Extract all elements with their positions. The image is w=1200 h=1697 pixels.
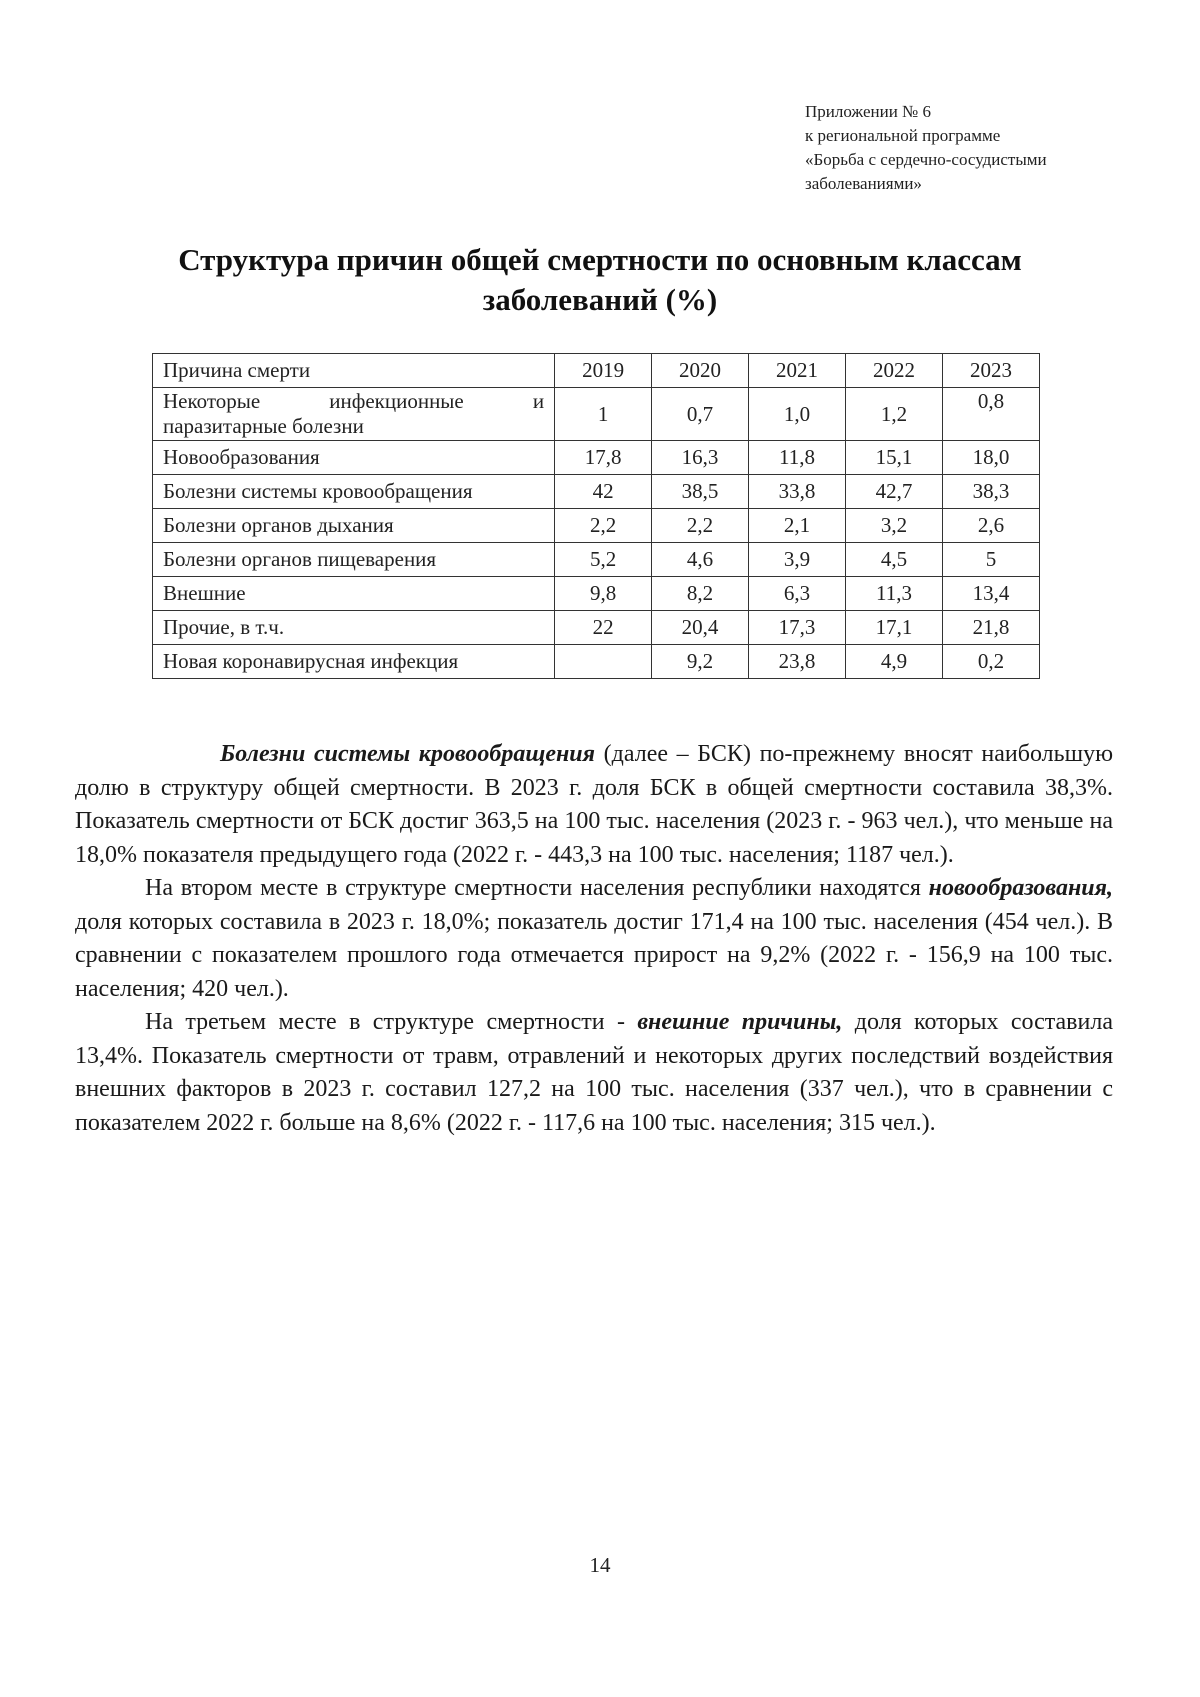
row-value: 42 — [555, 475, 652, 509]
appendix-line: к региональной программе — [805, 126, 1001, 145]
row-value: 3,9 — [749, 543, 846, 577]
row-cause: Внешние — [153, 577, 555, 611]
row-value: 20,4 — [652, 611, 749, 645]
row-value: 38,5 — [652, 475, 749, 509]
row-cause-line-2: паразитарные болезни — [163, 414, 364, 438]
row-value: 2,2 — [652, 509, 749, 543]
row-value: 9,2 — [652, 645, 749, 679]
row-value: 3,2 — [845, 509, 942, 543]
emphasis-neoplasms: новообразования, — [928, 875, 1113, 901]
table-row — [153, 441, 1040, 475]
table-header-row — [153, 354, 1040, 388]
row-cause: Болезни органов пищеварения — [153, 543, 555, 577]
row-value: 6,3 — [749, 577, 846, 611]
row-cause: Новая коронавирусная инфекция — [153, 645, 555, 679]
row-value: 23,8 — [749, 645, 846, 679]
row-value: 0,2 — [942, 645, 1039, 679]
row-cause: Болезни органов дыхания — [153, 509, 555, 543]
row-value: 2,1 — [749, 509, 846, 543]
row-value: 0,8 — [942, 388, 1039, 441]
row-value: 18,0 — [942, 441, 1039, 475]
row-value: 4,9 — [845, 645, 942, 679]
paragraph-text: На третьем месте в структуре смертности - — [145, 1009, 638, 1035]
emphasis-external: внешние причины, — [637, 1009, 843, 1035]
emphasis-circulatory: Болезни системы кровообращения — [220, 741, 596, 767]
row-value: 1,0 — [749, 388, 846, 441]
row-value: 2,6 — [942, 509, 1039, 543]
row-value: 16,3 — [652, 441, 749, 475]
row-value: 5 — [942, 543, 1039, 577]
row-value: 2,2 — [555, 509, 652, 543]
row-cause-word: Некоторые — [163, 389, 261, 413]
paragraph-neoplasms — [75, 872, 1113, 1006]
header-year: 2022 — [845, 354, 942, 388]
page-number: 14 — [589, 1553, 611, 1577]
row-value: 0,7 — [652, 388, 749, 441]
paragraph-text: доля которых составила в 2023 г. 18,0%; показатель достиг 171,4 на 100 тыс. населения (454 чел.). В сравнении с показателем прошлого года отмечается прирост на 9,2% (2022 г. - 156,9 на 100 тыс. населения; 420 чел.). — [75, 908, 1113, 1002]
table-row — [153, 388, 1040, 441]
paragraph-text: доля которых составила 13,4%. Показатель смертности от травм, отравлений и некоторых других последствий воздействия внешних факторов в 2023 г. составил 127,2 на 100 тыс. населения (337 чел.), что в сравнении с показателем 2022 г. больше на 8,6% (2022 г. - 117,6 на 100 тыс. населения; 315 чел.). — [75, 1009, 1113, 1136]
appendix-line: «Борьба с сердечно-сосудистыми — [805, 150, 1047, 169]
mortality-table — [152, 353, 1040, 679]
row-value: 1,2 — [845, 388, 942, 441]
row-value: 4,6 — [652, 543, 749, 577]
row-cause-word: инфекционные — [329, 389, 464, 413]
row-cause-word: и — [532, 389, 545, 413]
row-value — [555, 645, 652, 679]
table-row — [153, 475, 1040, 509]
table-row — [153, 611, 1040, 645]
row-value: 9,8 — [555, 577, 652, 611]
page-title — [100, 240, 1100, 320]
header-year: 2023 — [942, 354, 1039, 388]
table-row — [153, 509, 1040, 543]
row-value: 4,5 — [845, 543, 942, 577]
paragraph-external — [75, 1006, 1113, 1140]
row-value: 17,3 — [749, 611, 846, 645]
row-value: 5,2 — [555, 543, 652, 577]
table-row — [153, 543, 1040, 577]
row-value: 42,7 — [845, 475, 942, 509]
header-year: 2021 — [749, 354, 846, 388]
row-value: 11,3 — [845, 577, 942, 611]
row-cause — [153, 388, 555, 441]
row-value: 33,8 — [749, 475, 846, 509]
row-value: 38,3 — [942, 475, 1039, 509]
header-cause: Причина смерти — [153, 354, 555, 388]
row-value: 1 — [555, 388, 652, 441]
row-value: 15,1 — [845, 441, 942, 475]
row-value: 21,8 — [942, 611, 1039, 645]
row-value: 13,4 — [942, 577, 1039, 611]
row-value: 22 — [555, 611, 652, 645]
table-row — [153, 645, 1040, 679]
row-cause: Прочие, в т.ч. — [153, 611, 555, 645]
table-row — [153, 577, 1040, 611]
row-value: 8,2 — [652, 577, 749, 611]
row-cause: Болезни системы кровообращения — [153, 475, 555, 509]
paragraph-text: (далее – БСК) по-прежнему вносят наибольшую долю в структуру общей смертности. В 2023 г. доля БСК в общей смертности составила 38,3%. Показатель смертности от БСК достиг 363,5 на 100 тыс. населения (2023 г. - 963 чел.), что меньше на 18,0% показателя предыдущего года (2022 г. - 443,3 на 100 тыс. населения; 1187 чел.). — [75, 741, 1113, 868]
row-value: 17,1 — [845, 611, 942, 645]
appendix-line: Приложении № 6 — [805, 102, 932, 121]
row-value: 17,8 — [555, 441, 652, 475]
title-line-2: заболеваний (%) — [482, 282, 718, 317]
header-year: 2020 — [652, 354, 749, 388]
row-cause: Новообразования — [153, 441, 555, 475]
paragraph-circulatory — [75, 738, 1113, 872]
header-year: 2019 — [555, 354, 652, 388]
appendix-note — [805, 100, 1047, 196]
row-value: 11,8 — [749, 441, 846, 475]
appendix-line: заболеваниями» — [805, 174, 922, 193]
row-cause-line-1 — [163, 389, 544, 414]
paragraph-text: На втором месте в структуре смертности населения республики находятся — [145, 875, 929, 901]
title-line-1: Структура причин общей смертности по основным классам — [178, 242, 1022, 277]
body-text — [75, 738, 1113, 1140]
